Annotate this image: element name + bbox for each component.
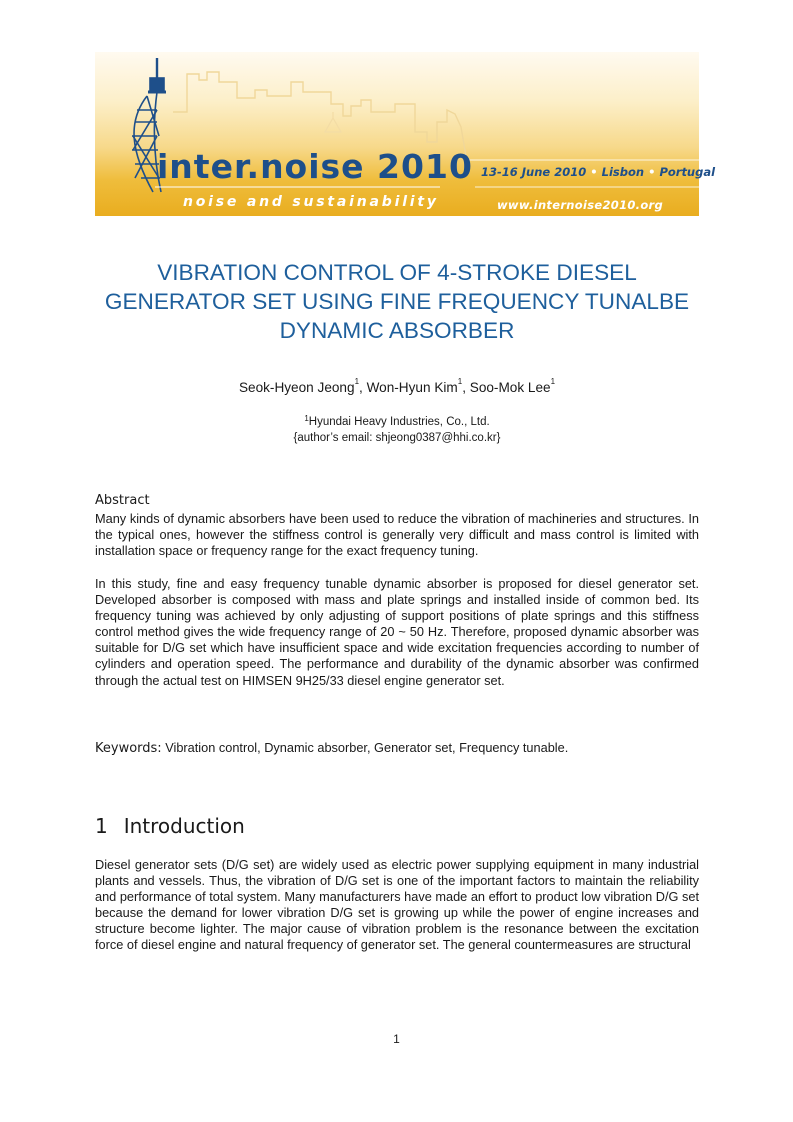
introduction-paragraph: Diesel generator sets (D/G set) are widely used as electric power supplying equipment in many industrial plants and vessels. Thus, the vibration of D/G set is one of the important factors to maintain the reliability and performance of total system. Many manufacturers have made an effort to product low vibration D/G set because the demand for lower vibration D/G set is growing up while the power of engine increases and structure become lighter. The major cause of vibration problem is the resonance between the excitation force of diesel engine and natural frequency of generator set. The general countermeasures are structural xyxy=(95,857,699,953)
abstract-paragraph-2: In this study, fine and easy frequency tunable dynamic absorber is proposed for diesel generator set. Developed absorber is composed with mass and plate springs and installed inside of common bed. Its frequency tuning was achieved by only adjusting of support positions of plate springs and this stiffness control method gives the wide frequency range of 20 ~ 50 Hz. Therefore, proposed dynamic absorber was suitable for D/G set which have insufficient space and wide excitation frequencies according to number of cylinders and operation speed. The performance and durability of the dynamic absorber was confirmed through the actual test on HIMSEN 9H25/33 diesel engine generator set. xyxy=(95,576,699,688)
affiliation-block xyxy=(95,414,699,446)
conference-banner xyxy=(95,52,716,216)
author-name: Soo-Mok Lee xyxy=(469,380,551,395)
affiliation-name: Hyundai Heavy Industries, Co., Ltd. xyxy=(308,416,490,428)
keywords-text: Vibration control, Dynamic absorber, Generator set, Frequency tunable. xyxy=(165,740,569,755)
separator-dot-icon: • xyxy=(648,165,660,179)
affiliation-mark: 1 xyxy=(304,414,309,423)
conference-tagline: noise and sustainability xyxy=(183,194,439,210)
abstract-heading: Abstract xyxy=(95,493,150,508)
author-affiliation-mark: 1 xyxy=(550,377,556,386)
conference-city: Lisbon xyxy=(601,165,645,179)
paper-title: VIBRATION CONTROL OF 4-STROKE DIESEL GENERATOR SET USING FINE FREQUENCY TUNALBE DYNAMIC ABSORBER xyxy=(104,260,690,343)
section-title: Introduction xyxy=(123,814,245,838)
abstract-paragraph-1: Many kinds of dynamic absorbers have been used to reduce the vibration of machineries and structures. In the typical ones, however the stiffness control is generally very difficult and mass control is limited with installation space or frequency range for the exact frequency tuning. xyxy=(95,511,699,559)
author-email: {author’s email: shjeong0387@hhi.co.kr} xyxy=(293,432,501,444)
author-affiliation-mark: 1 xyxy=(354,377,360,386)
conference-country: Portugal xyxy=(659,165,716,179)
section-number: 1 xyxy=(95,814,108,838)
author-affiliation-mark: 1 xyxy=(457,377,463,386)
section-heading-introduction xyxy=(95,814,245,838)
page-number: 1 xyxy=(393,1032,400,1046)
keywords-label: Keywords: xyxy=(95,741,162,756)
author-name: Won-Hyun Kim xyxy=(366,380,458,395)
separator-dot-icon: • xyxy=(590,165,602,179)
author-list: Seok-Hyeon Jeong$^1$, Won-Hyun Kim$^1$, Soo-Mok Lee$^1$ xyxy=(238,377,556,395)
keywords-line xyxy=(95,740,699,756)
conference-url: www.internoise2010.org xyxy=(497,198,664,212)
lisbon-skyline-illustration xyxy=(95,52,699,216)
conference-date-location xyxy=(481,165,715,179)
conference-date: 13-16 June 2010 xyxy=(481,165,587,179)
affiliation-line xyxy=(95,414,699,430)
author-name: Seok-Hyeon Jeong xyxy=(238,380,355,395)
conference-brand: inter.noise 2010 xyxy=(157,147,473,186)
